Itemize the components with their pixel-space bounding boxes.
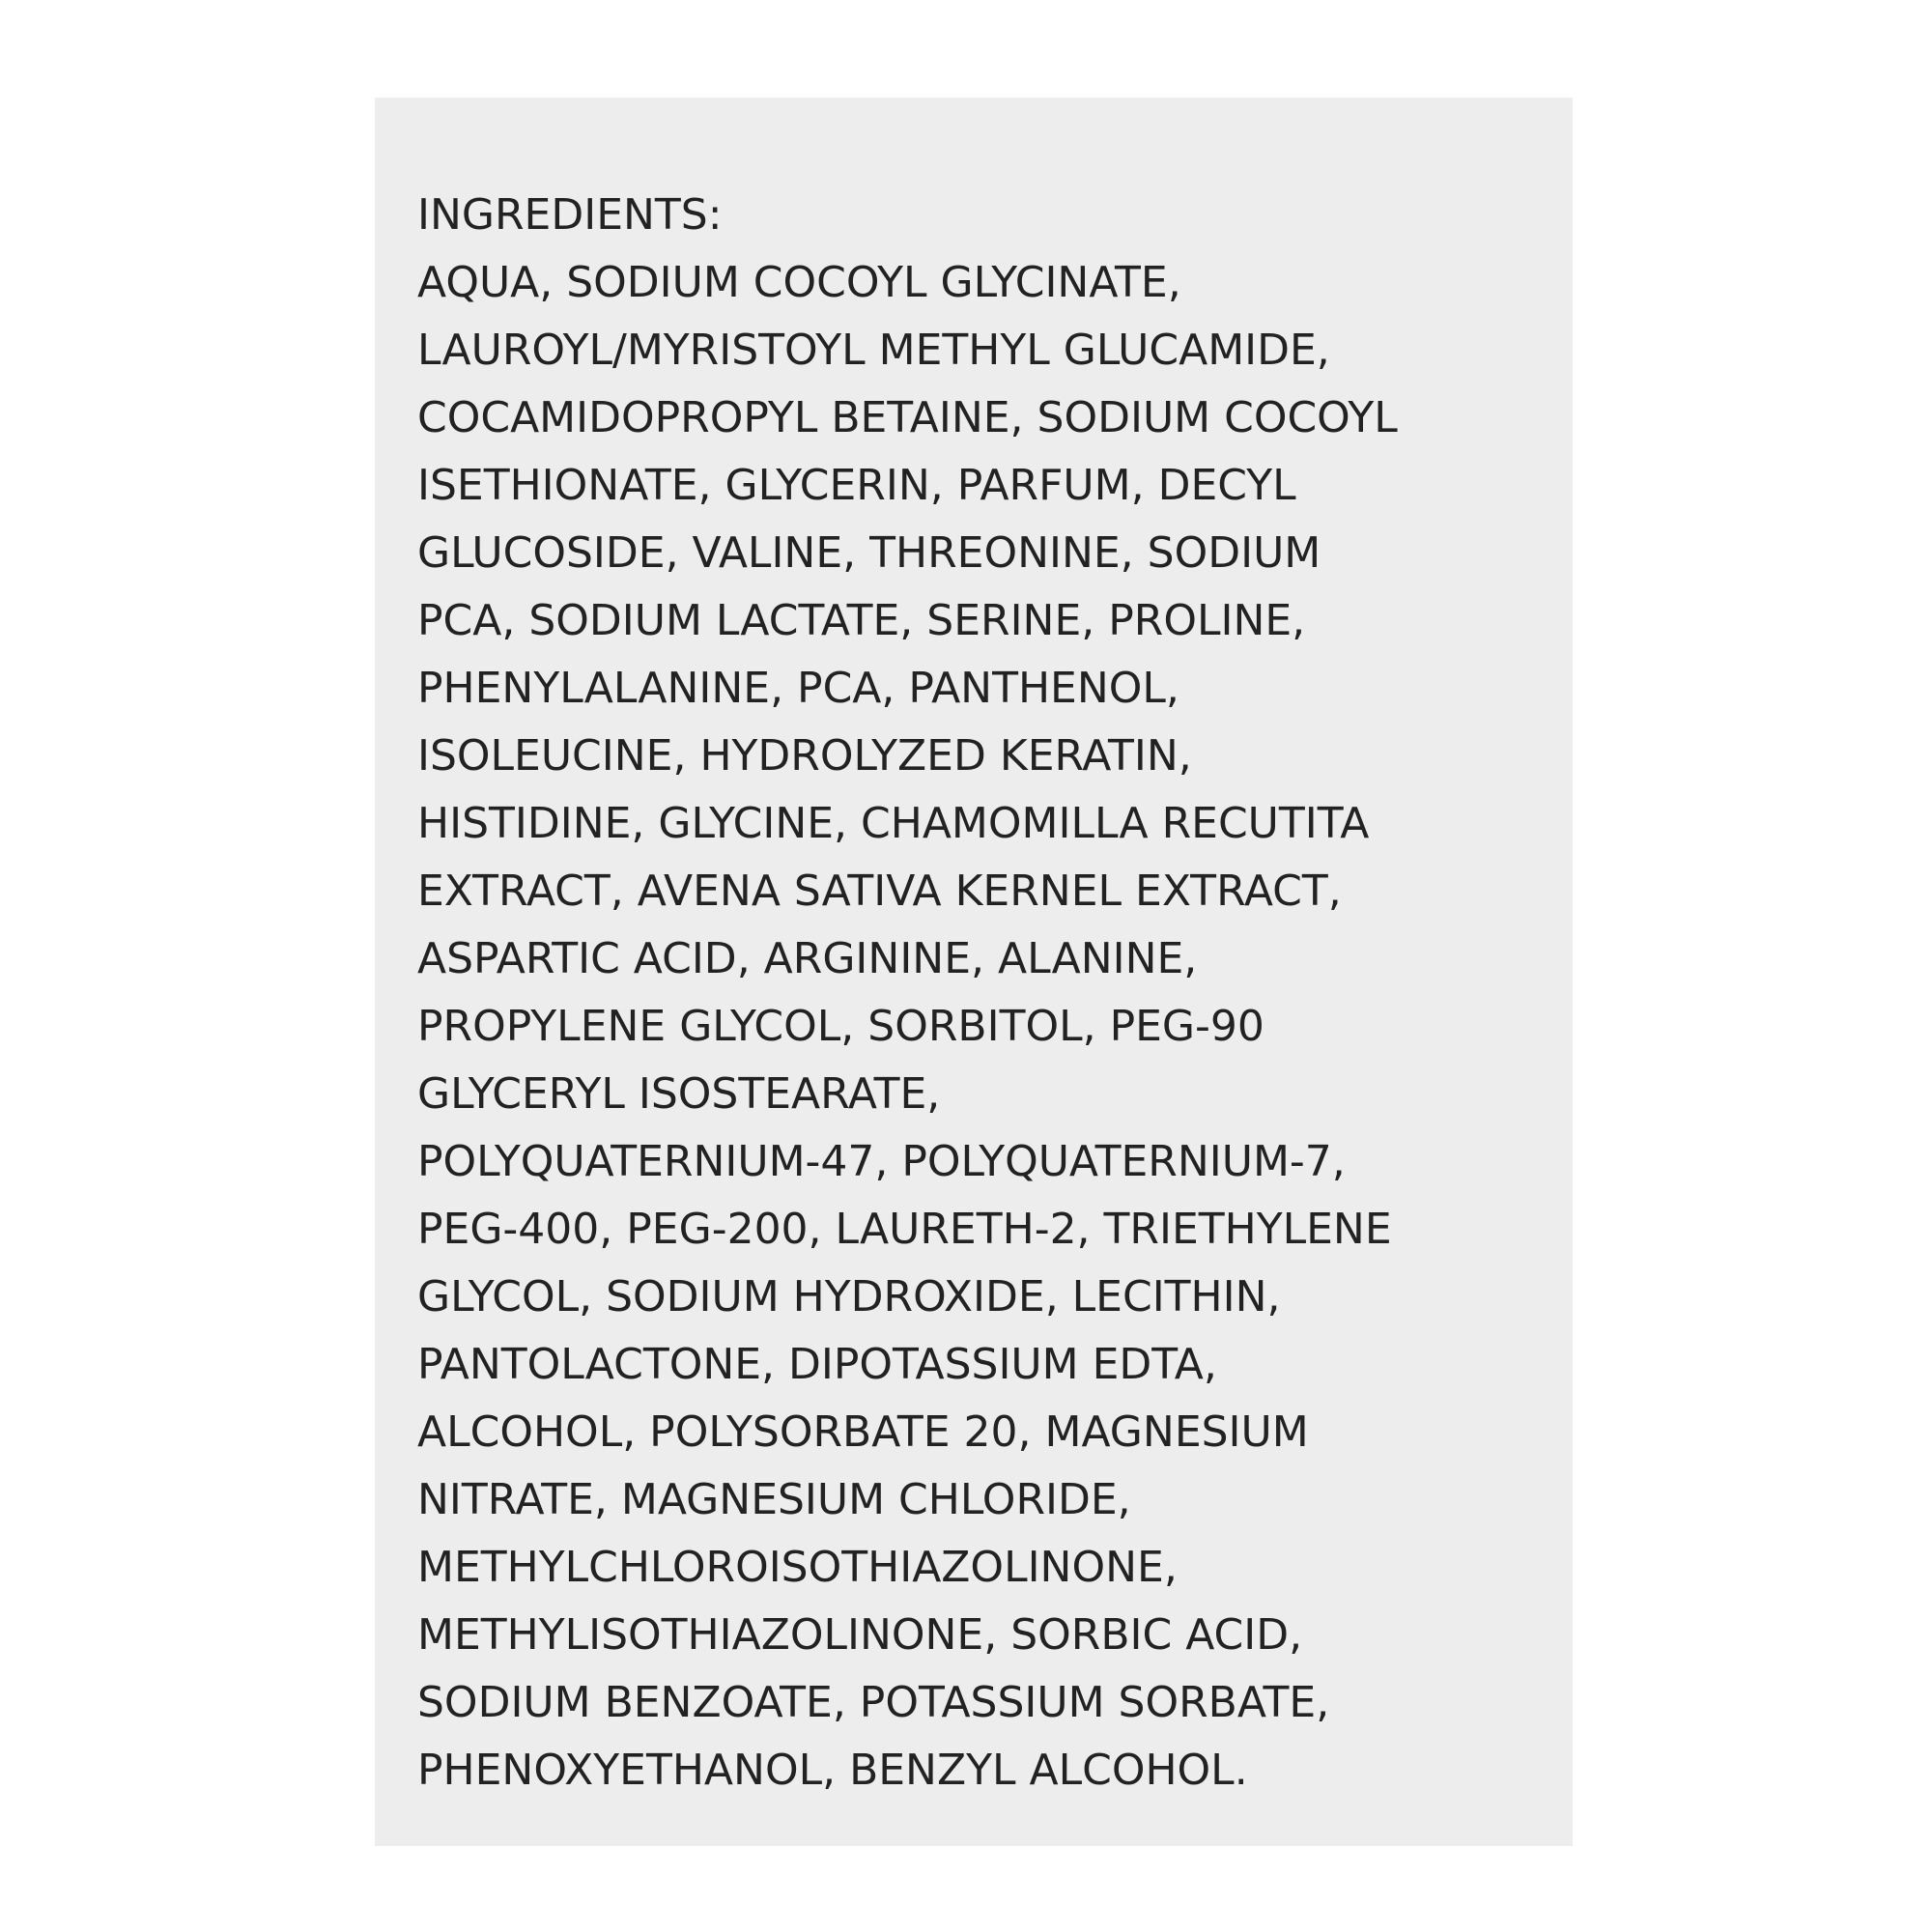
ingredients-line-14: POLYQUATERNIUM-47, POLYQUATERNIUM-7,: [417, 1137, 1346, 1186]
ingredients-line-16: GLYCOL, SODIUM HYDROXIDE, LECITHIN,: [417, 1272, 1281, 1321]
ingredients-line-20: METHYLCHLOROISOTHIAZOLINONE,: [417, 1543, 1178, 1592]
ingredients-line-2: LAUROYL/MYRISTOYL METHYL GLUCAMIDE,: [417, 326, 1330, 375]
ingredients-line-1: AQUA, SODIUM COCOYL GLYCINATE,: [417, 258, 1181, 307]
ingredients-line-15: PEG-400, PEG-200, LAURETH-2, TRIETHYLENE: [417, 1205, 1392, 1254]
ingredients-line-12: PROPYLENE GLYCOL, SORBITOL, PEG-90: [417, 1002, 1264, 1051]
ingredients-label-card: [375, 98, 1573, 1846]
ingredients-heading: INGREDIENTS:: [417, 190, 723, 240]
ingredients-line-5: GLUCOSIDE, VALINE, THREONINE, SODIUM: [417, 528, 1321, 578]
ingredients-line-11: ASPARTIC ACID, ARGININE, ALANINE,: [417, 934, 1198, 983]
ingredients-line-23: PHENOXYETHANOL, BENZYL ALCOHOL.: [417, 1746, 1248, 1795]
ingredients-line-7: PHENYLALANINE, PCA, PANTHENOL,: [417, 664, 1179, 713]
ingredients-line-22: SODIUM BENZOATE, POTASSIUM SORBATE,: [417, 1678, 1330, 1727]
ingredients-line-21: METHYLISOTHIAZOLINONE, SORBIC ACID,: [417, 1610, 1303, 1660]
ingredients-line-3: COCAMIDOPROPYL BETAINE, SODIUM COCOYL: [417, 393, 1398, 442]
ingredients-line-13: GLYCERYL ISOSTEARATE,: [417, 1069, 941, 1119]
ingredients-line-17: PANTOLACTONE, DIPOTASSIUM EDTA,: [417, 1340, 1217, 1389]
ingredients-line-9: HISTIDINE, GLYCINE, CHAMOMILLA RECUTITA: [417, 799, 1370, 848]
ingredients-line-8: ISOLEUCINE, HYDROLYZED KERATIN,: [417, 731, 1192, 781]
ingredients-line-4: ISETHIONATE, GLYCERIN, PARFUM, DECYL: [417, 461, 1296, 510]
ingredients-line-10: EXTRACT, AVENA SATIVA KERNEL EXTRACT,: [417, 867, 1342, 916]
ingredients-line-6: PCA, SODIUM LACTATE, SERINE, PROLINE,: [417, 596, 1306, 645]
ingredients-text-block: [417, 182, 1557, 1804]
ingredients-line-19: NITRATE, MAGNESIUM CHLORIDE,: [417, 1475, 1131, 1524]
ingredients-line-18: ALCOHOL, POLYSORBATE 20, MAGNESIUM: [417, 1407, 1309, 1457]
